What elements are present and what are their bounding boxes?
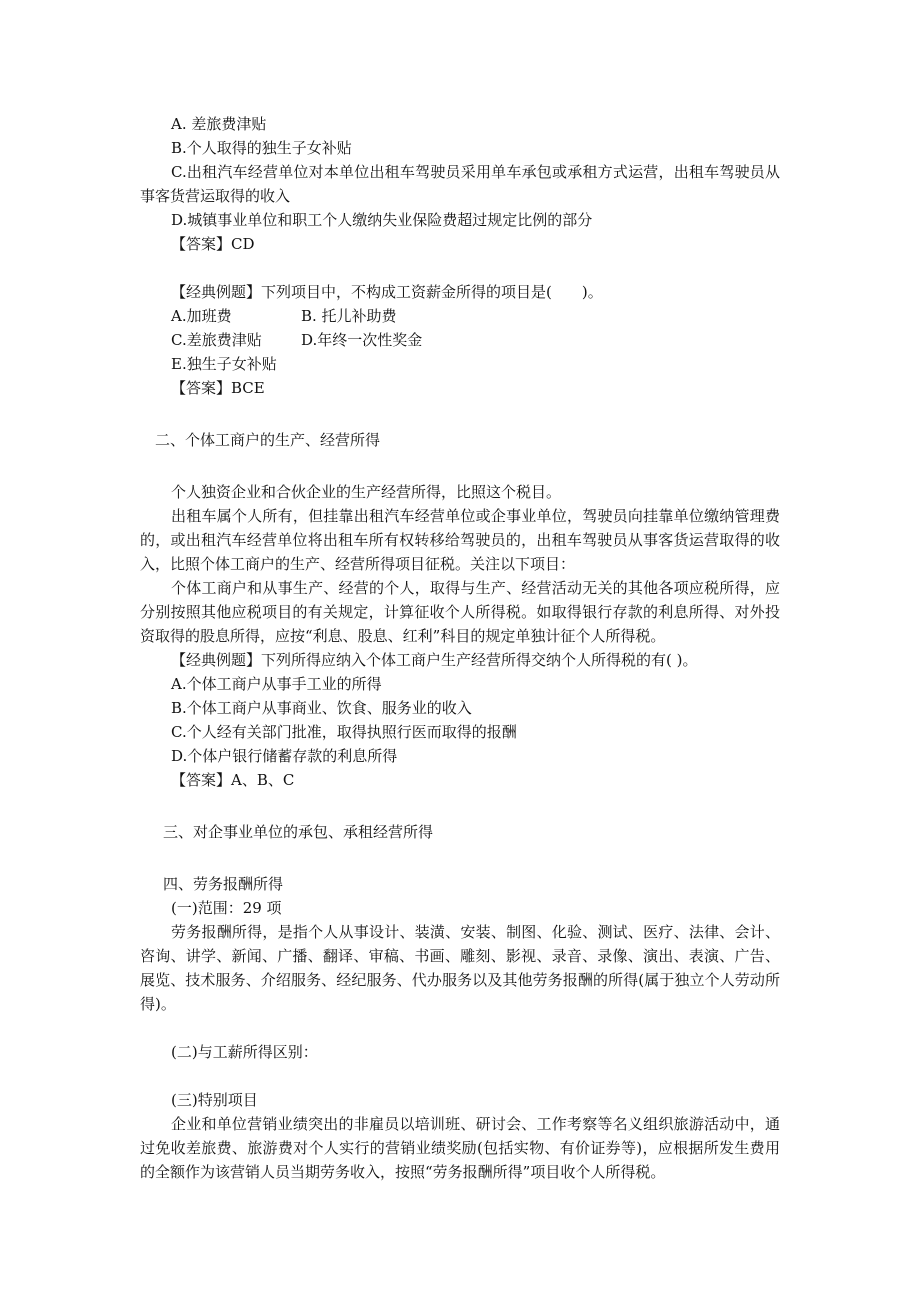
option-c: C.出租汽车经营单位对本单位出租车驾驶员采用单车承包或承租方式运营，出租车驾驶员从事客货营运取得的收入 [140,163,780,205]
subsection-heading: (二)与工薪所得区别： [171,1043,318,1061]
subsection-heading: (一)范围：29 项 [171,899,282,917]
example-question: 【经典例题】下列项目中，不构成工资薪金所得的项目是( )。 [171,283,603,301]
paragraph: 个体工商户和从事生产、经营的个人，取得与生产、经营活动无关的其他各项应税所得，应分别按照其他应税项目的有关规定，计算征收个人所得税。如取得银行存款的利息所得、对外投资取得的股息所得，应按“利息、股息、红利”科目的规定单独计征个人所得税。 [140,579,780,645]
spacer [140,792,780,820]
option-row-cd [140,328,780,352]
option-b: B. 托儿补助费 [301,307,397,325]
paragraph: 出租车属个人所有，但挂靠出租汽车经营单位或企事业单位，驾驶员向挂靠单位缴纳管理费的，或出租汽车经营单位将出租车所有权转移给驾驶员的，出租车驾驶员从事客货运营取得的收入，比照个体工商户的生产、经营所得项目征税。关注以下项目： [140,507,780,573]
spacer [140,452,780,480]
paragraph: 个人独资企业和合伙企业的生产经营所得，比照这个税目。 [171,483,562,501]
example-question: 【经典例题】下列所得应纳入个体工商户生产经营所得交纳个人所得税的有( )。 [171,651,698,669]
option-d: D.年终一次性奖金 [301,331,423,349]
option-e: E.独生子女补贴 [171,355,277,373]
option-a: A. 差旅费津贴 [171,115,267,133]
option-row-ab [140,304,780,328]
subsection-heading: (三)特别项目 [171,1091,258,1109]
section-heading: 二、个体工商户的生产、经营所得 [155,431,381,449]
option-a: A.加班费 [171,307,232,325]
paragraph: 劳务报酬所得，是指个人从事设计、装潢、安装、制图、化验、测试、医疗、法律、会计、咨询、讲学、新闻、广播、翻译、审稿、书画、雕刻、影视、录音、录像、演出、表演、广告、展览、技术服务、介绍服务、经纪服务、代办服务以及其他劳务报酬的所得(属于独立个人劳动所得)。 [140,923,780,1013]
option-c: C.差旅费津贴 [171,331,262,349]
paragraph: 企业和单位营销业绩突出的非雇员以培训班、研讨会、工作考察等名义组织旅游活动中，通过免收差旅费、旅游费对个人实行的营销业绩奖励(包括实物、有价证券等)，应根据所发生费用的全额作为该营销人员当期劳务收入，按照“劳务报酬所得”项目收个人所得税。 [140,1115,780,1181]
option-d: D.城镇事业单位和职工个人缴纳失业保险费超过规定比例的部分 [171,211,593,229]
spacer [140,256,780,280]
spacer [140,1016,780,1040]
option-c: C.个人经有关部门批准，取得执照行医而取得的报酬 [171,723,517,741]
spacer [140,1064,780,1088]
section-heading: 三、对企事业单位的承包、承租经营所得 [163,823,434,841]
spacer [140,400,780,428]
answer: 【答案】CD [171,235,255,253]
option-b: B.个体工商户从事商业、饮食、服务业的收入 [171,699,472,717]
answer: 【答案】BCE [171,379,265,397]
section-heading: 四、劳务报酬所得 [163,875,284,893]
option-b: B.个人取得的独生子女补贴 [171,139,352,157]
spacer [140,844,780,872]
option-a: A.个体工商户从事手工业的所得 [171,675,382,693]
option-d: D.个体户银行储蓄存款的利息所得 [171,747,398,765]
answer: 【答案】A、B、C [171,771,295,789]
